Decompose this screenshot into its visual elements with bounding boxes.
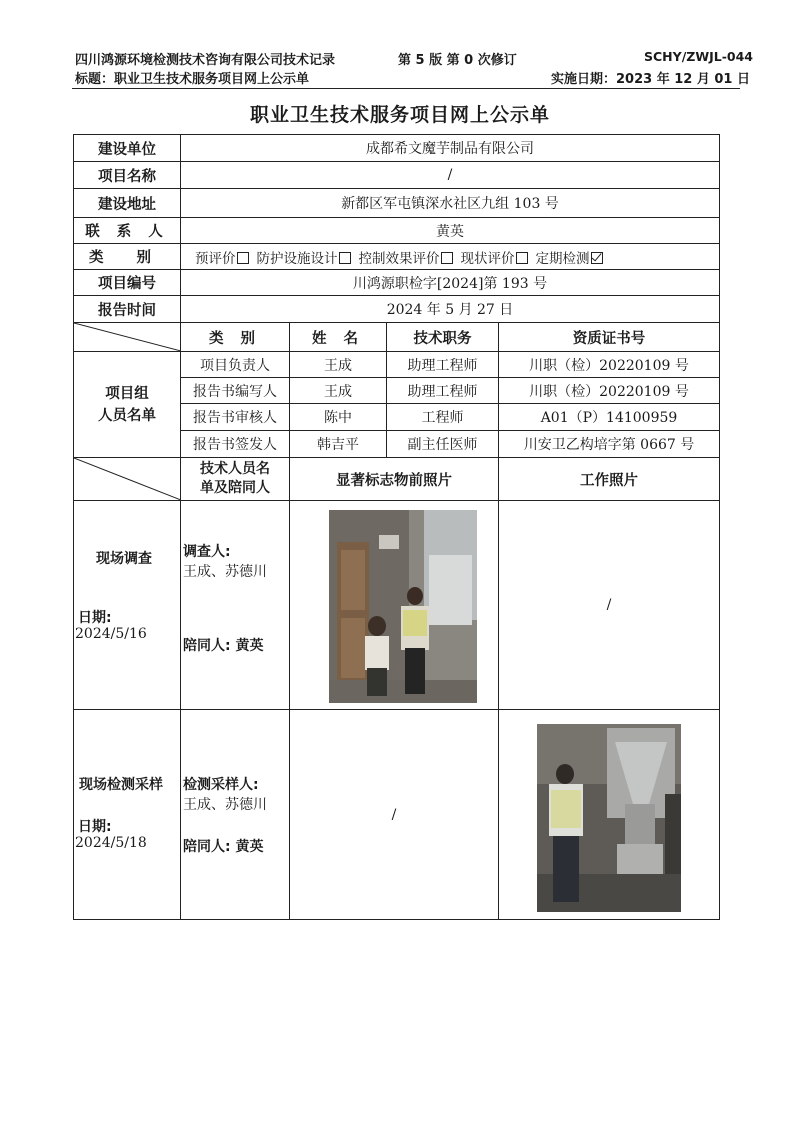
staff-header-name: 姓 名: [290, 323, 387, 352]
survey-companion: 陪同人: 黄英: [183, 638, 264, 654]
sampler-label: 检测采样人:: [183, 777, 259, 793]
contact-value: 黄英: [181, 218, 720, 244]
survey-work-photo-cell: /: [499, 501, 720, 710]
sampling-work-photo-cell: [499, 710, 720, 920]
project-name-value: /: [181, 162, 720, 189]
photo-image: [329, 510, 477, 703]
staff-cert: A01（P）14100959: [499, 404, 720, 431]
work-photo-header: 工作照片: [499, 458, 720, 501]
staff-title: 助理工程师: [387, 378, 499, 404]
staff-title: 助理工程师: [387, 352, 499, 378]
staff-header-title: 技术职务: [387, 323, 499, 352]
photo-header-row: [74, 458, 720, 501]
sampling-label-cell: [74, 710, 181, 920]
category-option-periodic-testing: 定期检测: [536, 251, 603, 267]
landmark-photo: [329, 510, 477, 703]
row-category: [74, 244, 720, 270]
header-rule: [72, 88, 740, 89]
diagonal-line: [74, 458, 181, 500]
address-value: 新都区军屯镇深水社区九组 103 号: [181, 189, 720, 218]
pre-evaluation-checkbox[interactable]: [237, 252, 249, 264]
periodic-testing-checkbox-checked[interactable]: [591, 252, 603, 264]
row-contact: [74, 218, 720, 244]
company-record-title: 四川鸿源环境检测技术咨询有限公司技术记录: [75, 53, 336, 68]
version-info: 第 5 版 第 0 次修订: [398, 53, 517, 68]
status-evaluation-checkbox[interactable]: [516, 252, 528, 264]
sampling-companion: 陪同人: 黄英: [183, 839, 264, 855]
publicity-form: [73, 134, 720, 920]
staff-name: 陈中: [290, 404, 387, 431]
staff-role: 报告书签发人: [181, 431, 290, 458]
category-option-status-evaluation: 现状评价: [461, 251, 536, 267]
sampling-row: [74, 710, 720, 920]
photo-image: [537, 724, 681, 912]
address-label: 建设地址: [74, 189, 181, 218]
survey-date-label: 日期:: [78, 610, 112, 626]
sampling-date: 2024/5/18: [75, 835, 147, 851]
staff-name: 王成: [290, 378, 387, 404]
staff-row: [74, 352, 720, 378]
work-photo: [537, 724, 681, 912]
staff-name: 韩吉平: [290, 431, 387, 458]
staff-corner-cell: [74, 323, 181, 352]
staff-cert: 川职（检）20220109 号: [499, 378, 720, 404]
row-report-time: [74, 296, 720, 323]
control-effect-checkbox[interactable]: [441, 252, 453, 264]
row-project-name: [74, 162, 720, 189]
survey-staff-cell: [181, 501, 290, 710]
investigators: 王成、苏德川: [183, 564, 267, 580]
sampling-staff-cell: [181, 710, 290, 920]
staff-role: 报告书审核人: [181, 404, 290, 431]
samplers: 王成、苏德川: [183, 797, 267, 813]
category-label: 类 别: [74, 244, 181, 270]
landmark-photo-header: 显著标志物前照片: [290, 458, 499, 501]
survey-date: 2024/5/16: [75, 626, 147, 642]
category-option-control-effect: 控制效果评价: [359, 251, 461, 267]
effective-date: 实施日期：2023 年 12 月 01 日: [551, 72, 750, 87]
row-address: [74, 189, 720, 218]
staff-title: 工程师: [387, 404, 499, 431]
investigator-label: 调查人:: [183, 544, 231, 560]
category-options: [181, 244, 720, 270]
document-code: SCHY/ZWJL-044: [644, 49, 754, 64]
staff-role: 项目负责人: [181, 352, 290, 378]
staff-cert: 川安卫乙构培字第 0667 号: [499, 431, 720, 458]
sampling-landmark-photo-cell: /: [290, 710, 499, 920]
staff-header-row: [74, 323, 720, 352]
survey-label-cell: [74, 501, 181, 710]
survey-label: 现场调查: [96, 551, 152, 567]
contact-label: 联 系 人: [74, 218, 181, 244]
survey-row: [74, 501, 720, 710]
unit-value: 成都希文魔芋制品有限公司: [181, 135, 720, 162]
project-no-value: 川鸿源职检字[2024]第 193 号: [181, 270, 720, 296]
staff-header-category: 类 别: [181, 323, 290, 352]
staff-role: 报告书编写人: [181, 378, 290, 404]
project-no-label: 项目编号: [74, 270, 181, 296]
page-title: 职业卫生技术服务项目网上公示单: [249, 104, 550, 126]
report-time-value: 2024 年 5 月 27 日: [181, 296, 720, 323]
staff-name: 王成: [290, 352, 387, 378]
diagonal-line: [74, 323, 181, 351]
category-option-protection-design: 防护设施设计: [257, 251, 359, 267]
photo-corner-cell: [74, 458, 181, 501]
staff-title: 副主任医师: [387, 431, 499, 458]
unit-label: 建设单位: [74, 135, 181, 162]
protection-design-checkbox[interactable]: [339, 252, 351, 264]
staff-header-cert: 资质证书号: [499, 323, 720, 352]
row-unit: [74, 135, 720, 162]
staff-cert: 川职（检）20220109 号: [499, 352, 720, 378]
report-time-label: 报告时间: [74, 296, 181, 323]
sampling-label: 现场检测采样: [79, 777, 163, 793]
survey-landmark-photo-cell: [290, 501, 499, 710]
project-team-label: 项目组 人员名单: [74, 352, 181, 458]
project-name-label: 项目名称: [74, 162, 181, 189]
document-subject: 标题：职业卫生技术服务项目网上公示单: [75, 72, 310, 87]
category-option-pre-evaluation: 预评价: [195, 251, 257, 267]
sampling-date-label: 日期:: [78, 819, 112, 835]
staff-companion-header: 技术人员名 单及陪同人: [181, 458, 290, 501]
row-project-no: [74, 270, 720, 296]
